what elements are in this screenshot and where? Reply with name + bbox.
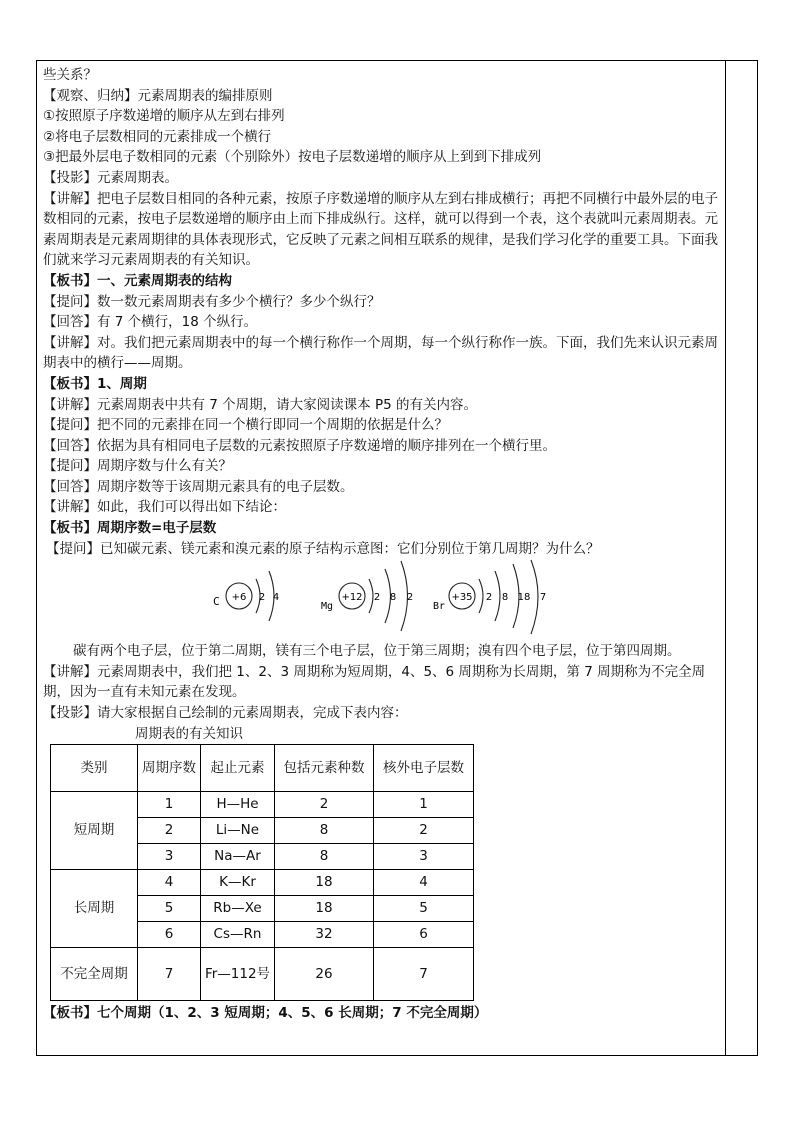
- table-cell: 5: [138, 895, 201, 921]
- atom-nucleus: +12: [341, 592, 363, 604]
- text-line: 【讲解】元素周期表中共有 7 个周期，请大家阅读课本 P5 的有关内容。: [43, 396, 477, 413]
- header-cell: 起止元素: [201, 744, 275, 791]
- margin-column-divider: [725, 61, 726, 1055]
- table-cell: 8: [275, 843, 374, 869]
- table-cell: 7: [138, 947, 201, 1000]
- table-row: [51, 791, 474, 817]
- shell-electrons: 2: [485, 592, 493, 604]
- table-cell: 7: [374, 947, 474, 1000]
- paragraph: 碳有两个电子层，位于第二周期，镁有三个电子层，位于第三周期；溴有四个电子层，位于第四周期。: [73, 643, 681, 660]
- header-cell: 包括元素种数: [275, 744, 374, 791]
- table-cell: Fr—112号: [201, 947, 275, 1000]
- shell-electrons: 2: [406, 592, 414, 604]
- table-cell: 4: [138, 869, 201, 895]
- table-cell: 3: [138, 843, 201, 869]
- table-cell: 1: [374, 791, 474, 817]
- board-heading: 【板书】一、元素周期表的结构: [43, 272, 232, 289]
- table-cell: 3: [374, 843, 474, 869]
- shell-electrons: 7: [539, 592, 547, 604]
- table-cell: Li—Ne: [201, 817, 275, 843]
- table-cell: 2: [275, 791, 374, 817]
- group-cell: 不完全周期: [51, 947, 138, 1000]
- shell-electrons: 8: [501, 592, 509, 604]
- text-line: 【提问】数一数元素周期表有多少个横行？多少个纵行？: [43, 293, 381, 310]
- atom-symbol: Br: [433, 601, 446, 613]
- table-row: [51, 869, 474, 895]
- table-cell: Na—Ar: [201, 843, 275, 869]
- header-cell: 类别: [51, 744, 138, 791]
- shell-electrons: 8: [389, 592, 397, 604]
- atom-bromine: [433, 560, 546, 634]
- atom-diagrams-svg: [43, 559, 721, 641]
- table-cell: K—Kr: [201, 869, 275, 895]
- shell-electrons: 4: [272, 592, 280, 604]
- board-heading: 【板书】七个周期（1、2、3 短周期；4、5、6 长周期；7 不完全周期）: [43, 1004, 488, 1021]
- table-cell: 1: [138, 791, 201, 817]
- lesson-content: [43, 65, 721, 1023]
- text-line: ③把最外层电子数相同的元素（个别除外）按电子层数递增的顺序从上到到下排成列: [43, 149, 542, 166]
- lesson-frame: [36, 60, 758, 1056]
- table-cell: 18: [275, 869, 374, 895]
- atom-magnesium: [321, 561, 413, 631]
- table-cell: Cs—Rn: [201, 921, 275, 947]
- text-line: 【回答】依据为具有相同电子层数的元素按照原子序数递增的顺序排列在一个横行里。: [43, 437, 556, 454]
- shell-electrons: 18: [517, 592, 531, 604]
- group-cell: 长周期: [51, 869, 138, 947]
- table-cell: 4: [374, 869, 474, 895]
- text-line: 【提问】把不同的元素排在同一个横行即同一个周期的依据是什么？: [43, 417, 448, 434]
- table-cell: 32: [275, 921, 374, 947]
- table-cell: Rb—Xe: [201, 895, 275, 921]
- text-line: 【提问】周期序数与什么有关？: [43, 458, 232, 475]
- table-cell: 2: [138, 817, 201, 843]
- atom-nucleus: +35: [451, 592, 473, 604]
- table-caption: 周期表的有关知识: [135, 725, 243, 742]
- text-line: 【提问】已知碳元素、镁元素和溴元素的原子结构示意图：它们分别位于第几周期？为什么？: [46, 540, 600, 557]
- table-header-row: [51, 744, 474, 791]
- board-heading: 【板书】1、周期: [43, 375, 147, 392]
- table-cell: 6: [374, 921, 474, 947]
- atom-carbon: [213, 571, 279, 621]
- header-cell: 核外电子层数: [374, 744, 474, 791]
- atom-symbol: C: [213, 595, 220, 609]
- table-row: [51, 947, 474, 1000]
- table-cell: H—He: [201, 791, 275, 817]
- table-cell: 18: [275, 895, 374, 921]
- period-table: [50, 744, 474, 1001]
- text-line: 【投影】元素周期表。: [43, 169, 178, 186]
- text-line: 【投影】请大家根据自己绘制的元素周期表，完成下表内容：: [43, 705, 408, 722]
- atom-symbol: Mg: [321, 601, 334, 613]
- text-line: 【观察、归纳】元素周期表的编排原则: [43, 87, 273, 104]
- paragraph: 【讲解】对。我们把元素周期表中的每一个横行称作一个周期，每一个纵行称作一族。下面，我们先来认识元素周期表中的横行——周期。: [43, 334, 718, 372]
- board-heading: 【板书】周期序数=电子层数: [43, 520, 217, 537]
- text-line: 【讲解】如此，我们可以得出如下结论：: [43, 499, 286, 516]
- shell-electrons: 2: [373, 592, 381, 604]
- table-cell: 8: [275, 817, 374, 843]
- atomic-structure-diagram: [43, 559, 721, 641]
- group-cell: 短周期: [51, 791, 138, 869]
- paragraph: 【讲解】把电子层数目相同的各种元素，按原子序数递增的顺序从左到右排成横行；再把不同横行中最外层的电子数相同的元素，按电子层数递增的顺序由上而下排成纵行。这样，就可以得到一个表，这个表就叫元素周期表。元素周期表是元素周期律的具体表现形式，它反映了元素之间相互联系的规律，是我们学习化学的重要工具。下面我们就来学习元素周期表的有关知识。: [43, 190, 718, 269]
- text-line: 【回答】周期序数等于该周期元素具有的电子层数。: [43, 478, 354, 495]
- table-cell: 26: [275, 947, 374, 1000]
- table-cell: 5: [374, 895, 474, 921]
- text-line: 些关系？: [43, 67, 97, 83]
- shell-electrons: 2: [258, 592, 266, 604]
- text-line: ②将电子层数相同的元素排成一个横行: [43, 128, 272, 145]
- header-cell: 周期序数: [138, 744, 201, 791]
- text-line: ①按照原子序数递增的顺序从左到右排列: [43, 108, 285, 125]
- atom-nucleus: +6: [231, 592, 247, 604]
- text-line: 【回答】有 7 个横行，18 个纵行。: [43, 314, 258, 331]
- table-cell: 2: [374, 817, 474, 843]
- paragraph: 【讲解】元素周期表中，我们把 1、2、3 周期称为短周期，4、5、6 周期称为长周期，第 7 周期称为不完全周期，因为一直有未知元素在发现。: [43, 663, 706, 701]
- table-cell: 6: [138, 921, 201, 947]
